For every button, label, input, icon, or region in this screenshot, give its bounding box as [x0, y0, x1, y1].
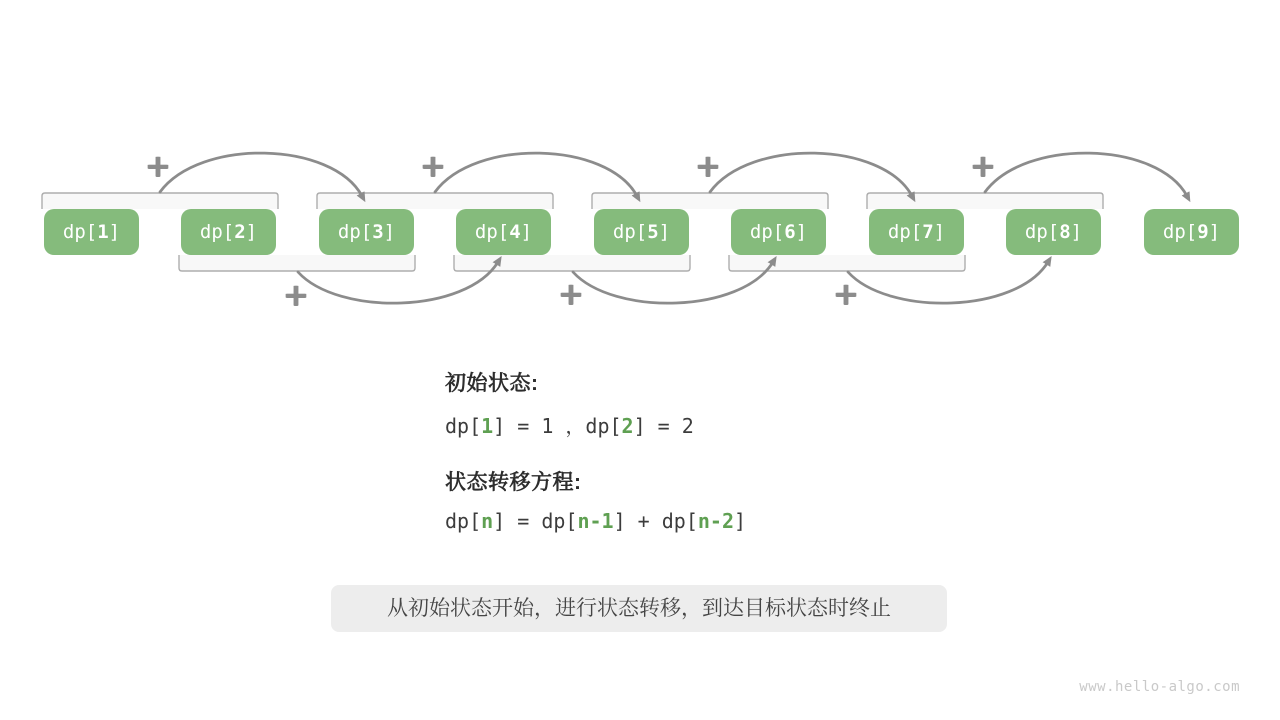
caption-pill: 从初始状态开始，进行状态转移，到达目标状态时终止: [331, 585, 947, 632]
plus-icon: +: [695, 148, 721, 185]
bracket-pair-2-3: [179, 255, 415, 271]
transition-equation-heading: 状态转移方程:: [445, 471, 582, 494]
dp-transition-diagram: [0, 0, 1280, 340]
initial-state-formula: dp[1] = 1 ，dp[2] = 2: [445, 414, 694, 438]
bottom-bracket-strips: [179, 255, 965, 271]
plus-icon: +: [558, 276, 584, 313]
plus-icon: +: [420, 148, 446, 185]
bracket-pair-1-2: [42, 193, 278, 209]
bracket-pair-7-8: [867, 193, 1103, 209]
bracket-pair-5-6: [592, 193, 828, 209]
bracket-pair-3-4: [317, 193, 553, 209]
plus-icon: +: [283, 277, 309, 314]
dp-box-4: dp[4]: [456, 209, 551, 255]
bracket-pair-4-5: [454, 255, 690, 271]
transition-equation-formula: dp[n] = dp[n-1] + dp[n-2]: [445, 509, 747, 533]
top-bracket-strips: [42, 193, 1103, 209]
plus-icon: +: [145, 148, 171, 185]
plus-icon: +: [833, 276, 859, 313]
arrow-to-dp3: [160, 153, 362, 196]
dp-box-5: dp[5]: [594, 209, 689, 255]
dp-box-2: dp[2]: [181, 209, 276, 255]
dp-box-1: dp[1]: [44, 209, 139, 255]
top-transition-arrows: [160, 148, 1187, 196]
dp-box-6: dp[6]: [731, 209, 826, 255]
bracket-pair-6-7: [729, 255, 965, 271]
plus-icon: +: [970, 148, 996, 185]
dp-box-7: dp[7]: [869, 209, 964, 255]
dp-box-8: dp[8]: [1006, 209, 1101, 255]
arrow-to-dp9: [985, 153, 1187, 196]
arrow-to-dp5: [435, 153, 637, 196]
dp-box-3: dp[3]: [319, 209, 414, 255]
watermark: www.hello-algo.com: [1079, 679, 1240, 695]
dp-box-9: dp[9]: [1144, 209, 1239, 255]
initial-state-heading: 初始状态:: [445, 372, 539, 395]
arrow-to-dp7: [710, 153, 912, 196]
